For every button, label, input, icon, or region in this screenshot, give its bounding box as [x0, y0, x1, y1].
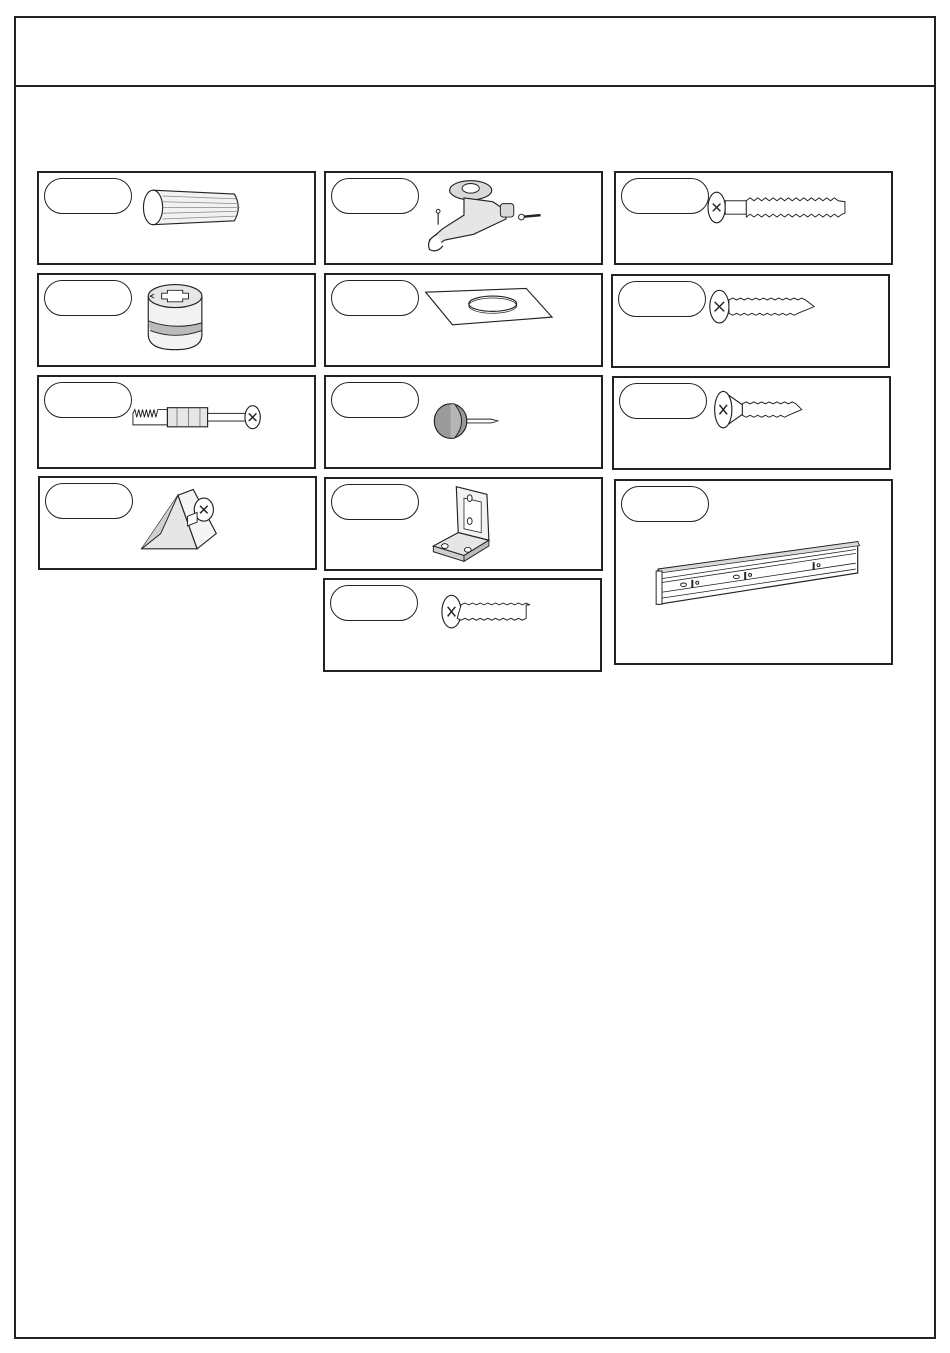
part-box-cam-bolt	[37, 375, 316, 469]
part-box-dowel	[37, 171, 316, 265]
part-label	[331, 280, 419, 316]
part-label	[44, 382, 132, 418]
part-box-angle-bracket	[324, 477, 603, 571]
part-label	[45, 483, 133, 519]
part-box-flat-head-screw	[612, 376, 891, 470]
part-box-felt-pad	[324, 273, 603, 367]
part-label	[331, 178, 419, 214]
part-box-corner-block	[38, 476, 317, 570]
part-label	[44, 280, 132, 316]
header-band	[14, 16, 936, 87]
part-box-machine-screw	[323, 578, 602, 672]
part-label	[331, 382, 419, 418]
part-box-hinge	[324, 171, 603, 265]
part-box-wood-screw	[611, 274, 890, 368]
part-box-nail-glide	[324, 375, 603, 469]
part-label	[619, 383, 707, 419]
part-label	[330, 585, 418, 621]
part-label	[44, 178, 132, 214]
part-label	[621, 178, 709, 214]
part-box-long-screw	[614, 171, 893, 265]
part-label	[331, 484, 419, 520]
part-box-cam-lock	[37, 273, 316, 367]
part-box-drawer-slide	[614, 479, 893, 665]
part-label	[621, 486, 709, 522]
part-label	[618, 281, 706, 317]
